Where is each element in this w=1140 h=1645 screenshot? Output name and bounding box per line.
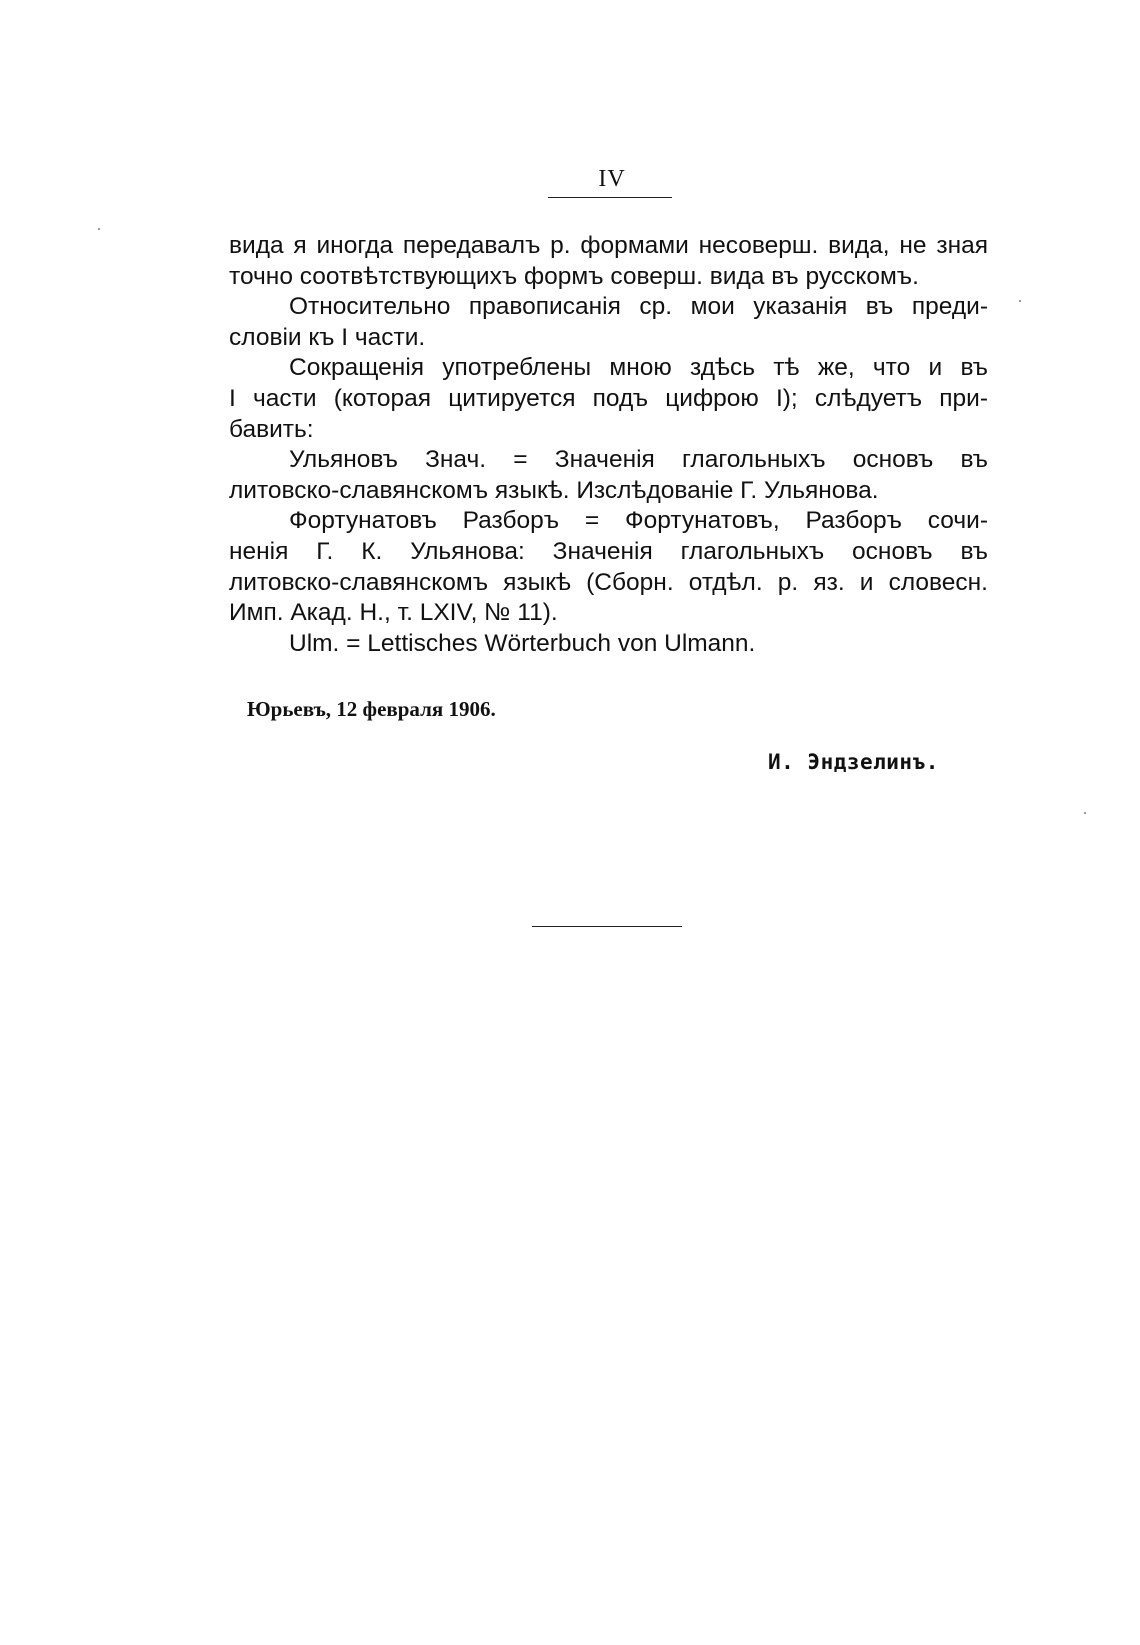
scan-speck [1084, 812, 1086, 814]
page-number: IV [598, 166, 626, 192]
header-rule [548, 197, 672, 198]
text-line: Фортунатовъ Разборъ = Фортунатовъ, Разборъ сочи- [289, 507, 988, 535]
text-line: Ulm. = Lettisches Wörterbuch von Ulmann. [289, 629, 756, 657]
text-line: словіи къ I части. [229, 323, 426, 351]
footer-rule [532, 926, 682, 927]
scan-speck [98, 228, 100, 230]
text-line: Ульяновъ Знач. = Значенія глагольныхъ основъ въ [289, 446, 988, 474]
text-line: вида я иногда передавалъ р. формами несоверш. вида, не зная [229, 232, 988, 259]
dateline: Юрьевъ, 12 февраля 1906. [247, 697, 496, 721]
text-line: ненія Г. К. Ульянова: Значенія глагольныхъ основъ въ [229, 537, 988, 565]
scan-speck [1019, 300, 1021, 302]
text-line: I части (которая цитируется подъ цифрою I); слѣдуетъ при- [229, 384, 988, 412]
text-line: Имп. Акад. Н., т. LXIV, № 11). [229, 599, 558, 627]
text-line: точно соотвѣтствующихъ формъ соверш. вида въ русскомъ. [229, 262, 919, 290]
text-line: литовско-славянскомъ языкѣ (Сборн. отдѣл. р. яз. и словесн. [229, 568, 988, 596]
text-line: бавить: [229, 415, 314, 443]
body-text [229, 231, 988, 659]
text-line: литовско-славянскомъ языкѣ. Изслѣдованіе Г. Ульянова. [229, 476, 879, 504]
text-line: Относительно правописанія ср. мои указанія въ преди- [289, 293, 988, 321]
text-line: Сокращенія употреблены мною здѣсь тѣ же, что и въ [289, 354, 988, 382]
signature: И. Эндзелинъ. [768, 750, 939, 774]
